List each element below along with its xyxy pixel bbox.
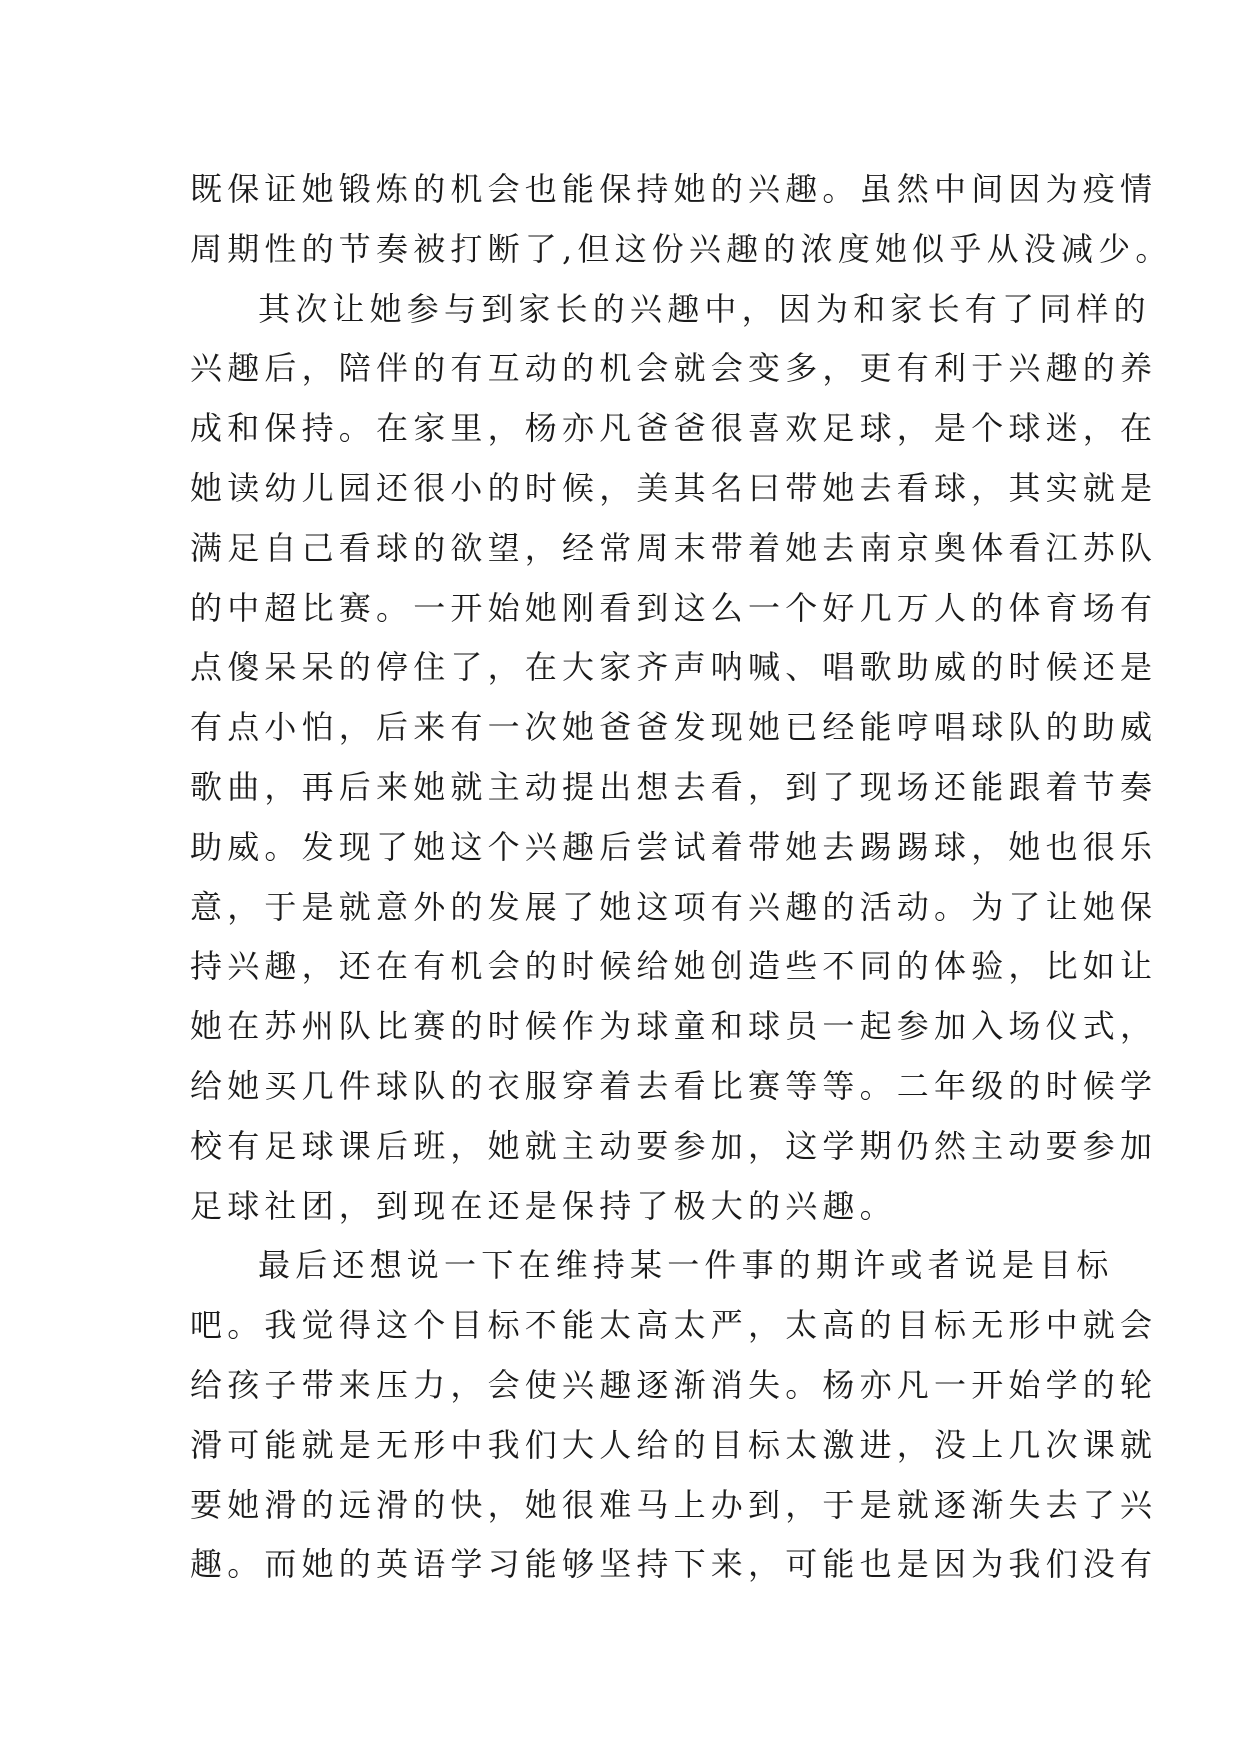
text-line: 成和保持。在家里，杨亦凡爸爸很喜欢足球，是个球迷，在 <box>190 409 1158 448</box>
text-line: 既保证她锻炼的机会也能保持她的兴趣。虽然中间因为疫情 <box>190 170 1158 208</box>
text-line: 给孩子带来压力，会使兴趣逐渐消失。杨亦凡一开始学的轮 <box>190 1365 1158 1404</box>
text-line: 歌曲，再后来她就主动提出想去看，到了现场还能跟着节奏 <box>190 767 1158 806</box>
text-line: 校有足球课后班，她就主动要参加，这学期仍然主动要参加 <box>190 1126 1158 1165</box>
text-line: 周期性的节奏被打断了,但这份兴趣的浓度她似乎从没减少。 <box>190 229 1173 268</box>
text-line: 助威。发现了她这个兴趣后尝试着带她去踢踢球，她也很乐 <box>190 827 1158 866</box>
paragraph-first-line: 其次让她参与到家长的兴趣中，因为和家长有了同样的 <box>258 289 1151 328</box>
body-text <box>190 160 1173 1595</box>
text-line: 给她买几件球队的衣服穿着去看比赛等等。二年级的时候学 <box>190 1066 1158 1105</box>
paragraph-first-line: 最后还想说一下在维持某一件事的期许或者说是目标 <box>258 1246 1114 1285</box>
text-line: 她读幼儿园还很小的时候，美其名曰带她去看球，其实就是 <box>190 468 1158 507</box>
text-line: 趣。而她的英语学习能够坚持下来，可能也是因为我们没有 <box>190 1545 1158 1584</box>
text-line: 她在苏州队比赛的时候作为球童和球员一起参加入场仪式， <box>190 1007 1158 1046</box>
text-line: 足球社团，到现在还是保持了极大的兴趣。 <box>190 1186 897 1225</box>
text-line: 有点小怕，后来有一次她爸爸发现她已经能哼唱球队的助威 <box>190 708 1158 747</box>
text-line: 满足自己看球的欲望，经常周末带着她去南京奥体看江苏队 <box>190 528 1158 567</box>
text-line: 的中超比赛。一开始她刚看到这么一个好几万人的体育场有 <box>190 588 1158 627</box>
text-line: 兴趣后，陪伴的有互动的机会就会变多，更有利于兴趣的养 <box>190 349 1158 388</box>
text-line: 要她滑的远滑的快，她很难马上办到，于是就逐渐失去了兴 <box>190 1485 1158 1524</box>
text-line: 滑可能就是无形中我们大人给的目标太激进，没上几次课就 <box>190 1425 1158 1464</box>
text-line: 持兴趣，还在有机会的时候给她创造些不同的体验，比如让 <box>190 947 1158 986</box>
text-line: 意，于是就意外的发展了她这项有兴趣的活动。为了让她保 <box>190 887 1158 926</box>
text-line: 吧。我觉得这个目标不能太高太严，太高的目标无形中就会 <box>190 1306 1158 1345</box>
text-line: 点傻呆呆的停住了，在大家齐声呐喊、唱歌助威的时候还是 <box>190 648 1158 687</box>
